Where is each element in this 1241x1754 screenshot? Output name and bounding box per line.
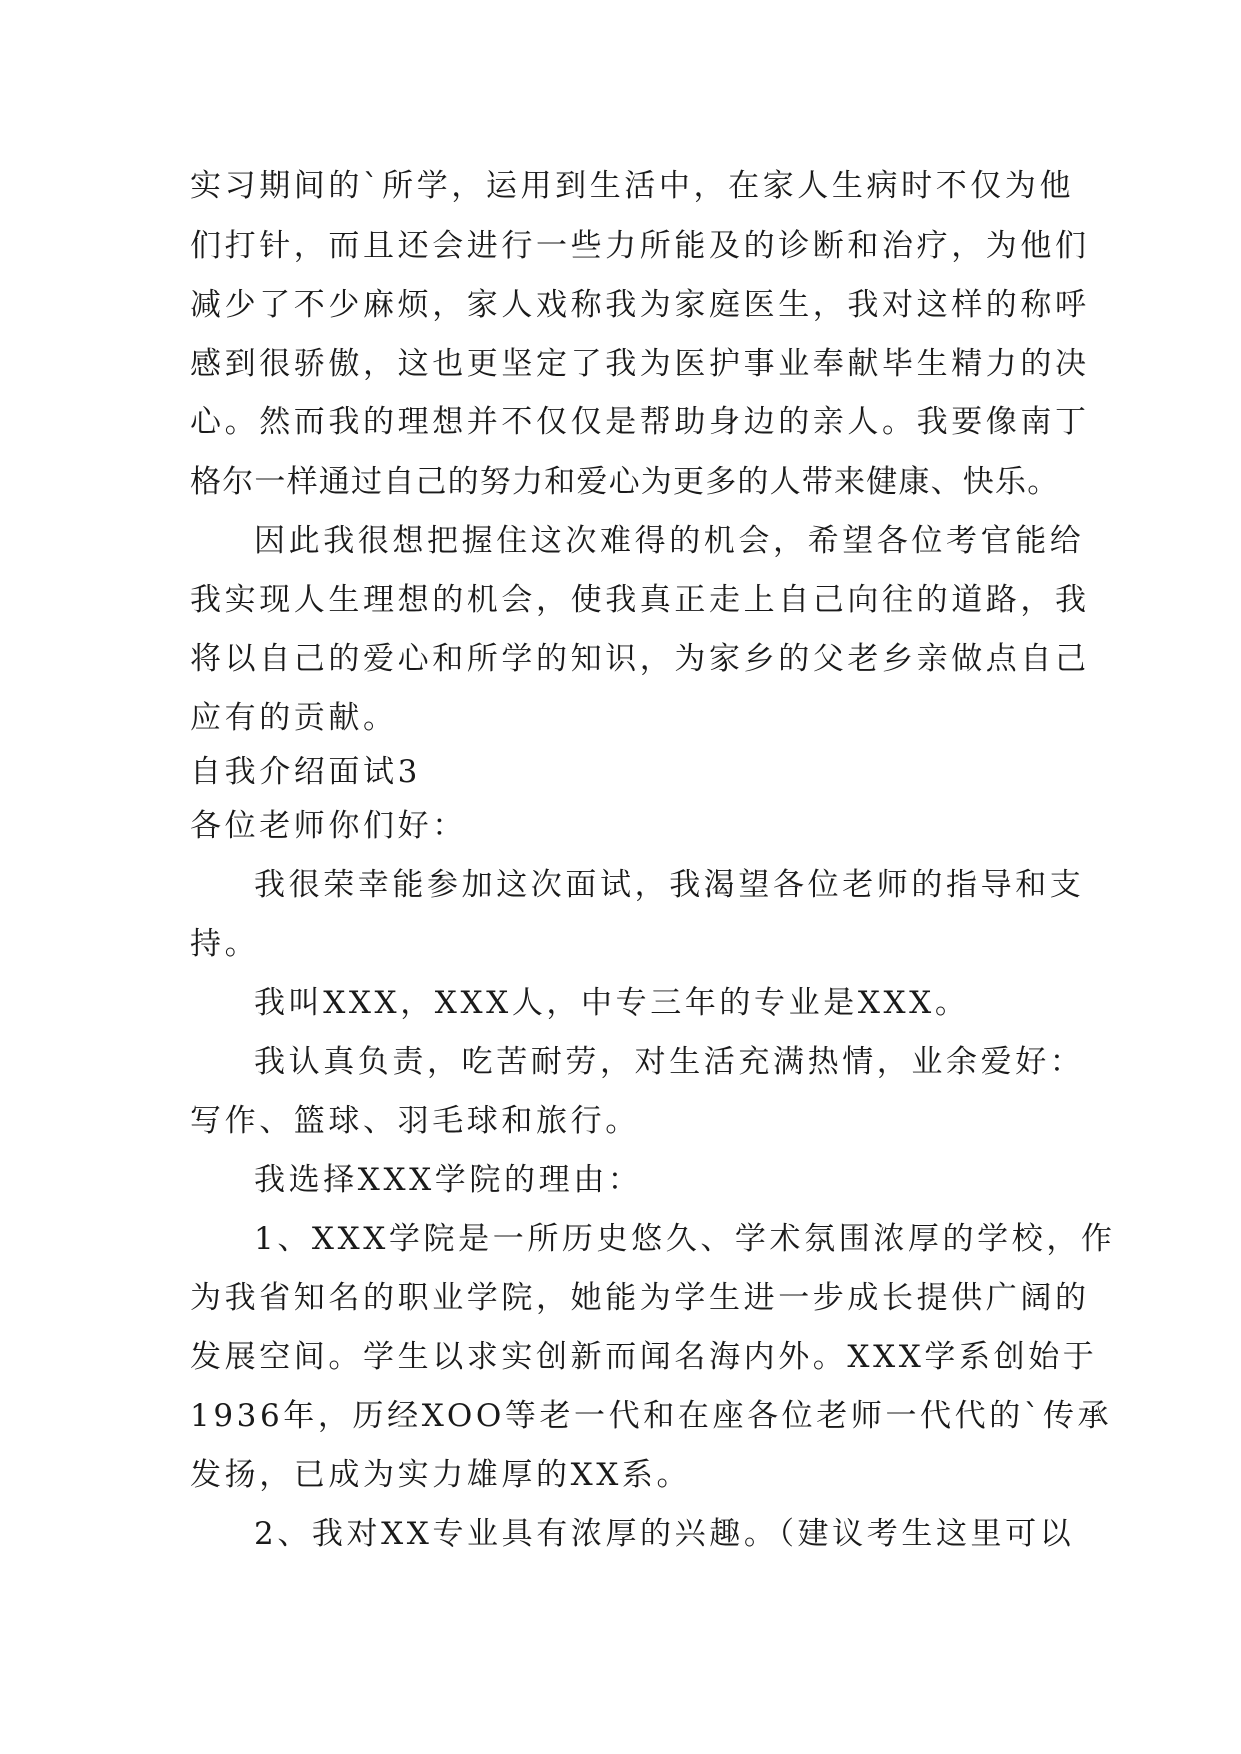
paragraph-line: 们打针，而且还会进行一些力所能及的诊断和治疗，为他们 (190, 228, 1090, 264)
paragraph-line: 将以自己的爱心和所学的知识，为家乡的父老乡亲做点自己 (190, 641, 1090, 677)
paragraph-line: 心。然而我的理想并不仅仅是帮助身边的亲人。我要像南丁 (190, 404, 1090, 440)
paragraph-line: 格尔一样通过自己的努力和爱心为更多的人带来健康、快乐。 (190, 464, 1060, 500)
paragraph-line: 为我省知名的职业学院，她能为学生进一步成长提供广阔的 (190, 1280, 1090, 1316)
paragraph-line: 实习期间的`所学，运用到生活中，在家人生病时不仅为他 (190, 168, 1075, 204)
paragraph-line: 发展空间。学生以求实创新而闻名海内外。XXX学系创始于 (190, 1339, 1098, 1375)
paragraph-line: 应有的贡献。 (190, 700, 398, 736)
paragraph-line: 我认真负责，吃苦耐劳，对生活充满热情，业余爱好： (254, 1044, 1085, 1080)
paragraph-line: 我实现人生理想的机会，使我真正走上自己向往的道路，我 (190, 582, 1090, 618)
list-item-line: 2、我对XX专业具有浓厚的兴趣。（建议考生这里可以 (254, 1516, 1075, 1552)
paragraph-line: 减少了不少麻烦，家人戏称我为家庭医生，我对这样的称呼 (190, 287, 1090, 323)
greeting-line: 各位老师你们好： (190, 808, 467, 844)
paragraph-line: 持。 (190, 926, 260, 962)
list-item-line: 1、XXX学院是一所历史悠久、学术氛围浓厚的学校，作 (254, 1221, 1116, 1257)
section-heading: 自我介绍面试3 (190, 754, 421, 790)
paragraph-line: 发扬，已成为实力雄厚的XX系。 (190, 1457, 692, 1493)
paragraph-line: 因此我很想把握住这次难得的机会，希望各位考官能给 (254, 523, 1085, 559)
paragraph-line: 我叫XXX，XXX人，中专三年的专业是XXX。 (254, 985, 970, 1021)
paragraph-line: 感到很骄傲，这也更坚定了我为医护事业奉献毕生精力的决 (190, 346, 1090, 382)
paragraph-line: 写作、篮球、羽毛球和旅行。 (190, 1103, 640, 1139)
paragraph-line: 1936年，历经XOO等老一代和在座各位老师一代代的`传承 (190, 1398, 1113, 1434)
paragraph-line: 我选择XXX学院的理由： (254, 1162, 643, 1198)
paragraph-line: 我很荣幸能参加这次面试，我渴望各位老师的指导和支 (254, 867, 1085, 903)
